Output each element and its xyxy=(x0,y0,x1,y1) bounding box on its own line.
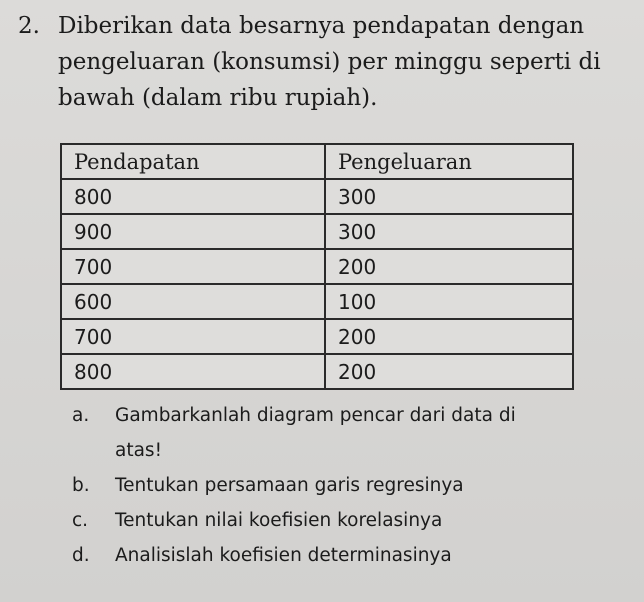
question-text-line-3: bawah (dalam ribu rupiah). xyxy=(58,85,378,111)
table-cell: 700 xyxy=(61,319,325,354)
table-cell: 200 xyxy=(325,319,573,354)
table-cell: 100 xyxy=(325,284,573,319)
table-cell: 900 xyxy=(61,214,325,249)
subquestion-list xyxy=(72,398,632,573)
question-line xyxy=(18,80,628,116)
table-cell: 200 xyxy=(325,354,573,389)
subquestion-text: Tentukan nilai koefisien korelasinya xyxy=(115,510,443,531)
table-header-row xyxy=(61,144,573,179)
question-text-line-1: Diberikan data besarnya pendapatan dengan xyxy=(58,13,585,39)
question-line xyxy=(18,8,628,44)
question-number: 2. xyxy=(18,13,40,39)
table-row xyxy=(61,319,573,354)
subquestion-c xyxy=(72,503,632,538)
table-cell: 800 xyxy=(61,354,325,389)
table-row xyxy=(61,214,573,249)
header-pengeluaran: Pengeluaran xyxy=(325,144,573,179)
subquestion-letter: a. xyxy=(72,405,90,426)
header-pendapatan: Pendapatan xyxy=(61,144,325,179)
data-table xyxy=(60,143,574,390)
table-row xyxy=(61,284,573,319)
subquestion-b xyxy=(72,468,632,503)
table-cell: 300 xyxy=(325,214,573,249)
table-cell: 800 xyxy=(61,179,325,214)
table-cell: 300 xyxy=(325,179,573,214)
table-cell: 200 xyxy=(325,249,573,284)
subquestion-text: Gambarkanlah diagram pencar dari data di xyxy=(115,405,516,426)
table-cell: 600 xyxy=(61,284,325,319)
question-text-line-2: pengeluaran (konsumsi) per minggu seperti di xyxy=(58,49,601,75)
subquestion-letter: b. xyxy=(72,475,90,496)
subquestion-a-continuation: atas! xyxy=(115,440,162,461)
subquestion-d xyxy=(72,538,632,573)
subquestion-letter: d. xyxy=(72,545,90,566)
subquestion-text: Analisislah koefisien determinasinya xyxy=(115,545,452,566)
table-cell: 700 xyxy=(61,249,325,284)
subquestion-text: Tentukan persamaan garis regresinya xyxy=(115,475,464,496)
question-line xyxy=(18,44,628,80)
table-row xyxy=(61,179,573,214)
table-row xyxy=(61,354,573,389)
question-2 xyxy=(18,8,628,116)
subquestion-a xyxy=(72,398,632,433)
table-row xyxy=(61,249,573,284)
subquestion-letter: c. xyxy=(72,510,89,531)
